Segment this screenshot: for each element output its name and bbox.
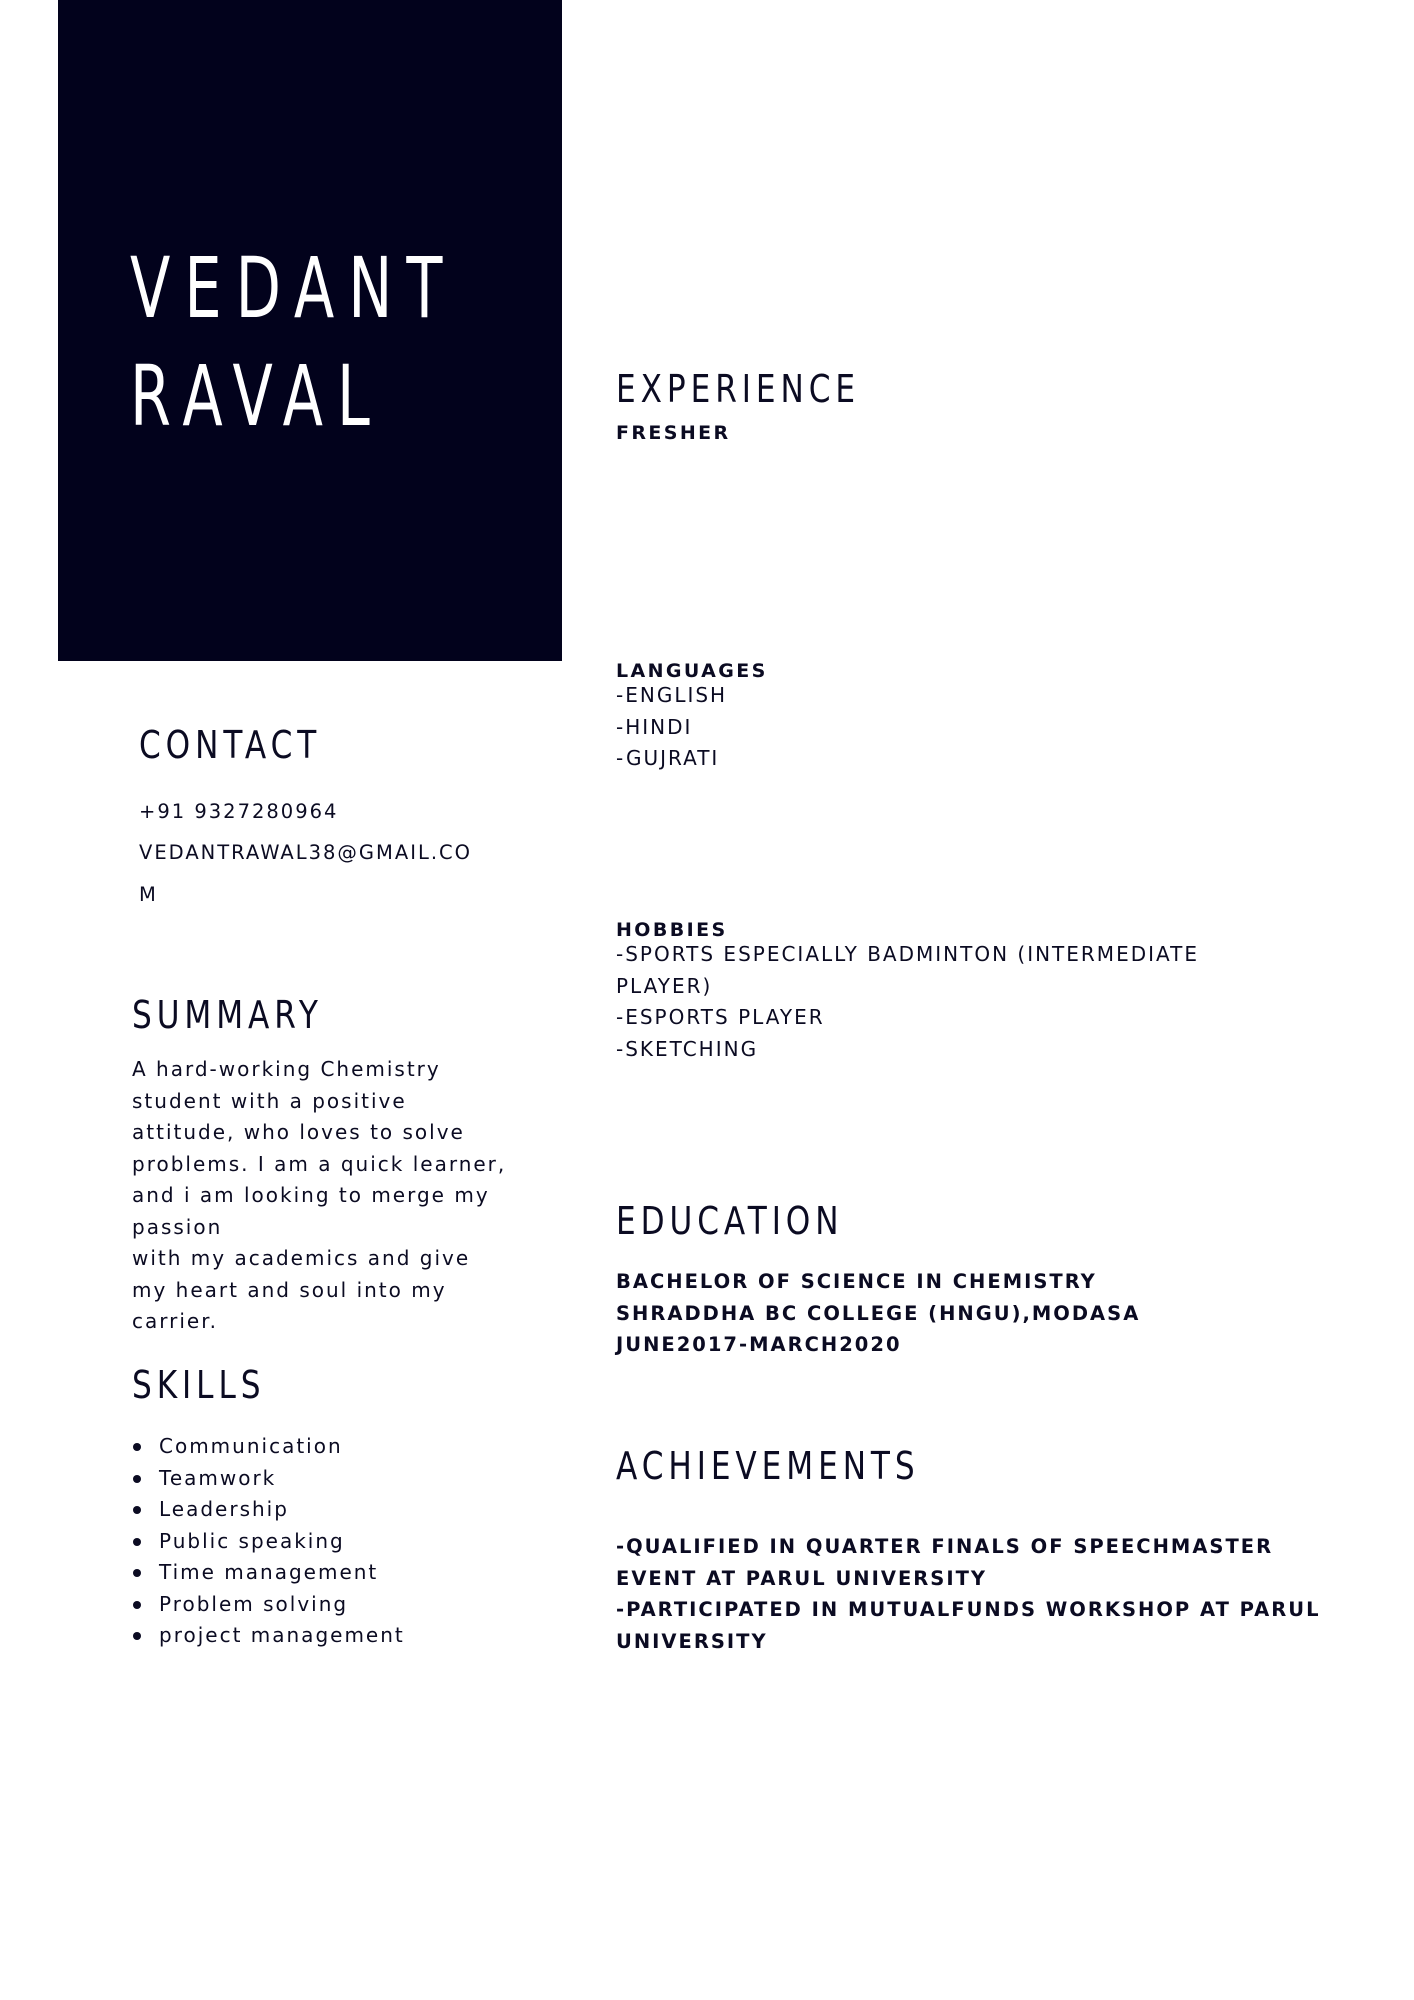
last-name: RAVAL	[130, 347, 384, 445]
hobby-line: -SKETCHING	[616, 1036, 759, 1061]
skills-list	[132, 1431, 405, 1652]
education-line: SHRADDHA BC COLLEGE (HNGU),MODASA	[616, 1301, 1141, 1325]
achievement-line: -PARTICIPATED IN MUTUALFUNDS WORKSHOP AT PARUL	[616, 1598, 1321, 1621]
skill-item: Problem solving	[132, 1589, 405, 1621]
hobbies-heading: HOBBIES	[616, 919, 728, 941]
summary-line: carrier.	[132, 1309, 218, 1333]
hobbies-list	[616, 939, 1199, 1065]
first-name: VEDANT	[130, 239, 457, 337]
hobby-line: -ESPORTS PLAYER	[616, 1005, 825, 1029]
language-item: -HINDI	[616, 714, 693, 739]
achievements-details	[616, 1531, 1321, 1657]
education-heading: EDUCATION	[616, 1199, 844, 1243]
skill-item: project management	[132, 1620, 405, 1652]
skill-item: Time management	[132, 1557, 405, 1589]
summary-line: passion	[132, 1214, 223, 1239]
summary-line: problems. I am a quick learner,	[132, 1151, 507, 1176]
contact-email-line2: M	[139, 883, 158, 906]
summary-line: A hard-working Chemistry	[132, 1057, 441, 1081]
experience-heading: EXPERIENCE	[616, 367, 861, 411]
languages-heading: LANGUAGES	[616, 660, 768, 682]
summary-line: attitude, who loves to solve	[132, 1120, 465, 1144]
hobby-line: -SPORTS ESPECIALLY BADMINTON (INTERMEDIATE	[616, 942, 1199, 966]
skill-item: Leadership	[132, 1494, 405, 1526]
summary-heading: SUMMARY	[132, 993, 323, 1037]
education-line: BACHELOR OF SCIENCE IN CHEMISTRY	[616, 1270, 1097, 1293]
language-item: -GUJRATI	[616, 746, 720, 770]
contact-email-line1: VEDANTRAWAL38@GMAIL.CO	[139, 841, 472, 864]
hobby-line: PLAYER)	[616, 973, 713, 998]
summary-line: my heart and soul into my	[132, 1277, 447, 1302]
summary-text	[132, 1054, 506, 1338]
summary-line: student with a positive	[132, 1088, 407, 1113]
achievement-line: UNIVERSITY	[616, 1629, 768, 1653]
skill-item: Teamwork	[132, 1463, 405, 1495]
summary-line: and i am looking to merge my	[132, 1183, 490, 1207]
achievement-line: EVENT AT PARUL UNIVERSITY	[616, 1566, 988, 1590]
experience-value: FRESHER	[616, 422, 731, 444]
contact-phone: +91 9327280964	[139, 800, 339, 823]
skill-item: Communication	[132, 1431, 405, 1463]
language-item: -ENGLISH	[616, 683, 728, 707]
achievement-line: -QUALIFIED IN QUARTER FINALS OF SPEECHMASTER	[616, 1535, 1274, 1558]
languages-list	[616, 680, 727, 775]
skill-item: Public speaking	[132, 1526, 405, 1558]
education-details	[616, 1266, 1140, 1361]
skills-heading: SKILLS	[132, 1363, 266, 1407]
education-line: JUNE2017-MARCH2020	[616, 1333, 902, 1356]
contact-heading: CONTACT	[139, 723, 322, 767]
summary-line: with my academics and give	[132, 1246, 471, 1270]
name-banner	[58, 0, 562, 661]
achievements-heading: ACHIEVEMENTS	[616, 1444, 920, 1488]
